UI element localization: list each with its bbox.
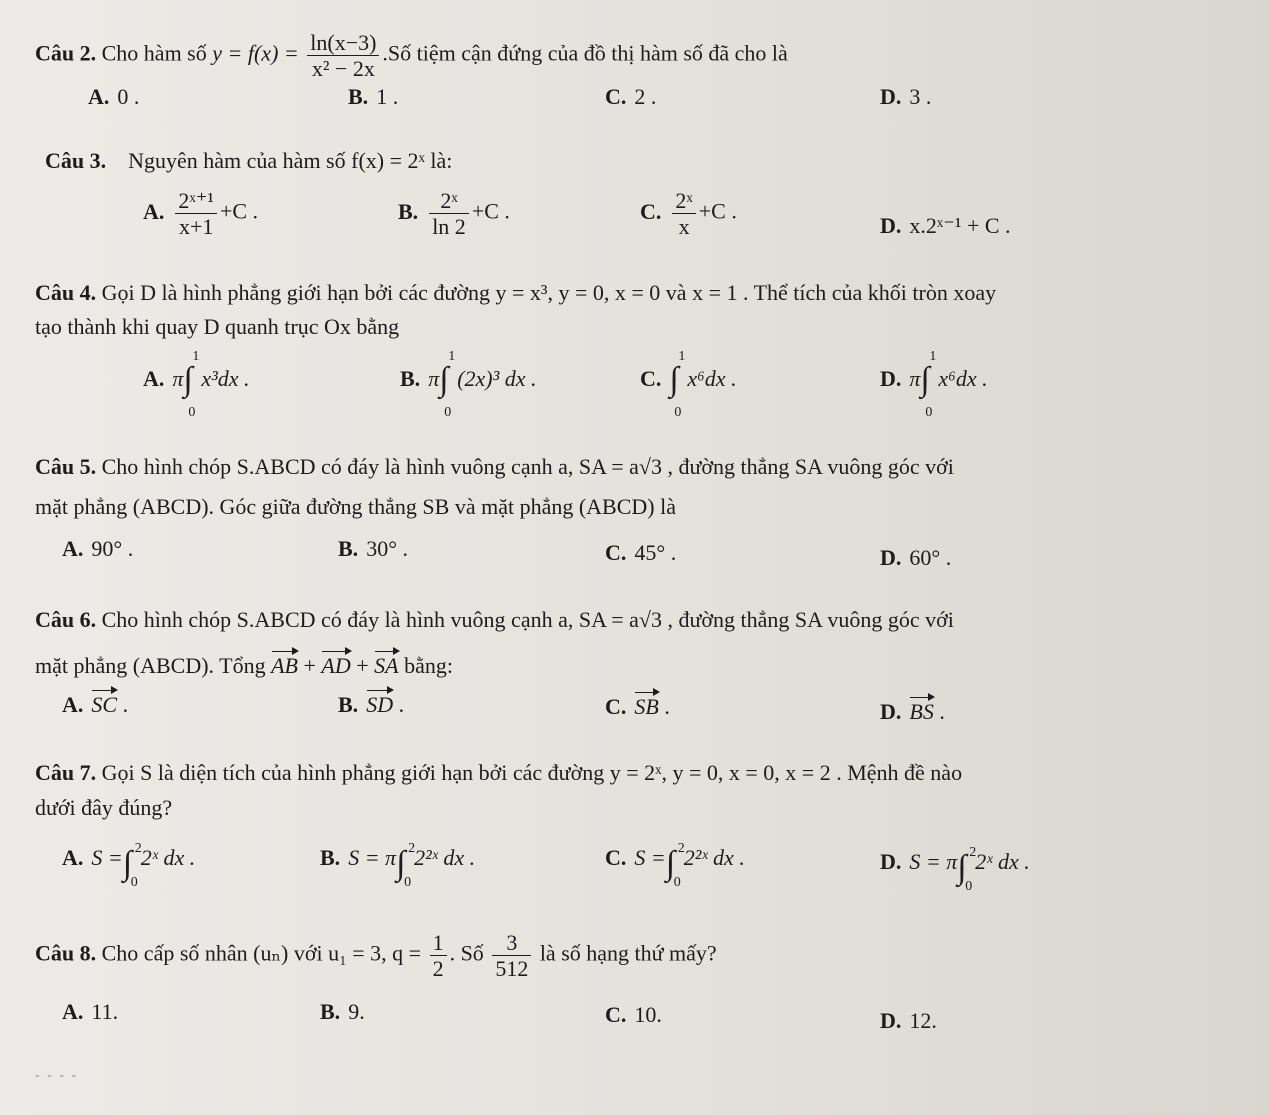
question-2-label: Câu 2.: [35, 40, 97, 66]
q4-option-b[interactable]: B. π ∫ 1 0 (2x)³ dx .: [400, 349, 537, 420]
question-5-stem-2: mặt phẳng (ABCD). Góc giữa đường thẳng SB và mặt phẳng (ABCD) là: [35, 494, 676, 519]
q2-option-b[interactable]: B. 1 .: [348, 84, 399, 109]
q8-option-d[interactable]: D. 12.: [880, 1008, 937, 1033]
integral-sign-icon: ∫ 1 0: [183, 349, 200, 420]
question-7-label: Câu 7.: [35, 760, 97, 785]
q3-option-b[interactable]: B. $\frac{\text{2ˣ}}{\ln 2}$ +C .: [398, 188, 510, 239]
q7-option-c[interactable]: C. S = ∫ 2 0 2²ˣ dx .: [605, 841, 745, 890]
q7-option-d[interactable]: D. S = π ∫ 2 0 2ˣ dx .: [880, 845, 1030, 894]
q5-option-b[interactable]: B. 30° .: [338, 536, 408, 561]
q6-option-b[interactable]: B. SD .: [338, 688, 404, 718]
q6-option-d[interactable]: D. BS .: [880, 695, 945, 725]
q5-option-d[interactable]: D. 60° .: [880, 545, 952, 570]
q6-option-c[interactable]: C. SB .: [605, 690, 670, 720]
question-5-stem-1: [35, 454, 954, 480]
divider: - - - -: [35, 1068, 79, 1083]
q6-option-a[interactable]: A. SC .: [62, 688, 128, 718]
question-7-stem-1: [35, 760, 962, 786]
vector-ad: AD: [321, 649, 350, 679]
q8-option-b[interactable]: B. 9.: [320, 999, 365, 1024]
question-3-label: Câu 3.: [45, 148, 107, 173]
question-2-fraction: [307, 30, 379, 81]
question-8-label: Câu 8.: [35, 940, 97, 966]
question-4-stem-2: tạo thành khi quay D quanh trục Ox bằng: [35, 314, 400, 339]
q7-option-b[interactable]: B. S = π ∫ 2 0 2²ˣ dx .: [320, 841, 476, 890]
integral-sign-icon: ∫ 1 0: [920, 349, 937, 420]
q2-option-d[interactable]: D. 3 .: [880, 84, 932, 109]
question-2-function: y = f(x) =: [212, 40, 299, 66]
q4-option-c[interactable]: C. ∫ 1 0 x⁶dx .: [640, 349, 737, 420]
question-4-label: Câu 4.: [35, 280, 97, 305]
fraction-denominator: x² − 2x: [311, 56, 375, 81]
q3-option-a[interactable]: A. $\frac{\text{2ˣ⁺¹}}{x+1}$ +C .: [143, 188, 259, 239]
q8-option-c[interactable]: C. 10.: [605, 1002, 662, 1027]
integral-sign-icon: ∫ 2 0: [957, 845, 977, 894]
question-8-stem: Câu 8. Cho cấp số nhân (uₙ) với u₁ = 3, q = $\frac{1}{2}$ . Số $\frac{3}{512}$ là số hạng thứ mấy?: [35, 930, 717, 981]
question-2-stem: [35, 30, 788, 81]
q5-option-c[interactable]: C. 45° .: [605, 540, 677, 565]
q2-option-c[interactable]: C. 2 .: [605, 84, 657, 109]
integral-sign-icon: ∫ 1 0: [669, 349, 686, 420]
fraction-numerator: ln(x−3): [307, 30, 379, 56]
question-2-text: Cho hàm số: [101, 40, 207, 66]
question-4-text: Gọi D là hình phẳng giới hạn bởi các đường y = x³, y = 0, x = 0 và x = 1 . Thể tích của khối tròn xoay: [101, 280, 997, 305]
q4-option-d[interactable]: D. π ∫ 1 0 x⁶dx .: [880, 349, 988, 420]
q3-option-c[interactable]: C. $\frac{\text{2ˣ}}{x}$ +C .: [640, 188, 737, 239]
question-6-text: Cho hình chóp S.ABCD có đáy là hình vuông cạnh a, SA = a√3 , đường thẳng SA vuông góc với: [101, 607, 954, 632]
question-3-stem: [45, 148, 452, 174]
integral-sign-icon: ∫ 1 0: [439, 349, 456, 420]
q4-option-a[interactable]: A. π ∫ 1 0 x³dx .: [143, 349, 250, 420]
question-7-stem-2: dưới đây đúng?: [35, 795, 173, 820]
question-7-text: Gọi S là diện tích của hình phẳng giới hạn bởi các đường y = 2ˣ, y = 0, x = 0, x = 2 . Mệnh đề nào: [101, 760, 963, 785]
question-6-label: Câu 6.: [35, 607, 97, 632]
question-6-stem-2: mặt phẳng (ABCD). Tổng AB + AD + SA bằng:: [35, 649, 453, 679]
q8-option-a[interactable]: A. 11.: [62, 999, 119, 1024]
integral-sign-icon: ∫ 2 0: [122, 841, 142, 890]
q2-option-a[interactable]: A. 0 .: [88, 84, 140, 109]
q7-option-a[interactable]: A. S = ∫ 2 0 2ˣ dx .: [62, 841, 196, 890]
vector-ab: AB: [271, 649, 298, 679]
question-5-label: Câu 5.: [35, 454, 97, 479]
question-2-text-after: .Số tiệm cận đứng của đồ thị hàm số đã cho là: [382, 40, 788, 66]
q3-option-d[interactable]: D. x.2ˣ⁻¹ + C .: [880, 213, 1011, 238]
vector-sa: SA: [374, 649, 398, 679]
question-5-text: Cho hình chóp S.ABCD có đáy là hình vuông cạnh a, SA = a√3 , đường thẳng SA vuông góc với: [101, 454, 954, 479]
question-4-stem-1: [35, 280, 996, 306]
question-6-stem-1: [35, 607, 954, 633]
question-3-text: Nguyên hàm của hàm số f(x) = 2ˣ là:: [128, 148, 453, 173]
q5-option-a[interactable]: A. 90° .: [62, 536, 134, 561]
integral-sign-icon: ∫ 2 0: [665, 841, 685, 890]
integral-sign-icon: ∫ 2 0: [396, 841, 416, 890]
